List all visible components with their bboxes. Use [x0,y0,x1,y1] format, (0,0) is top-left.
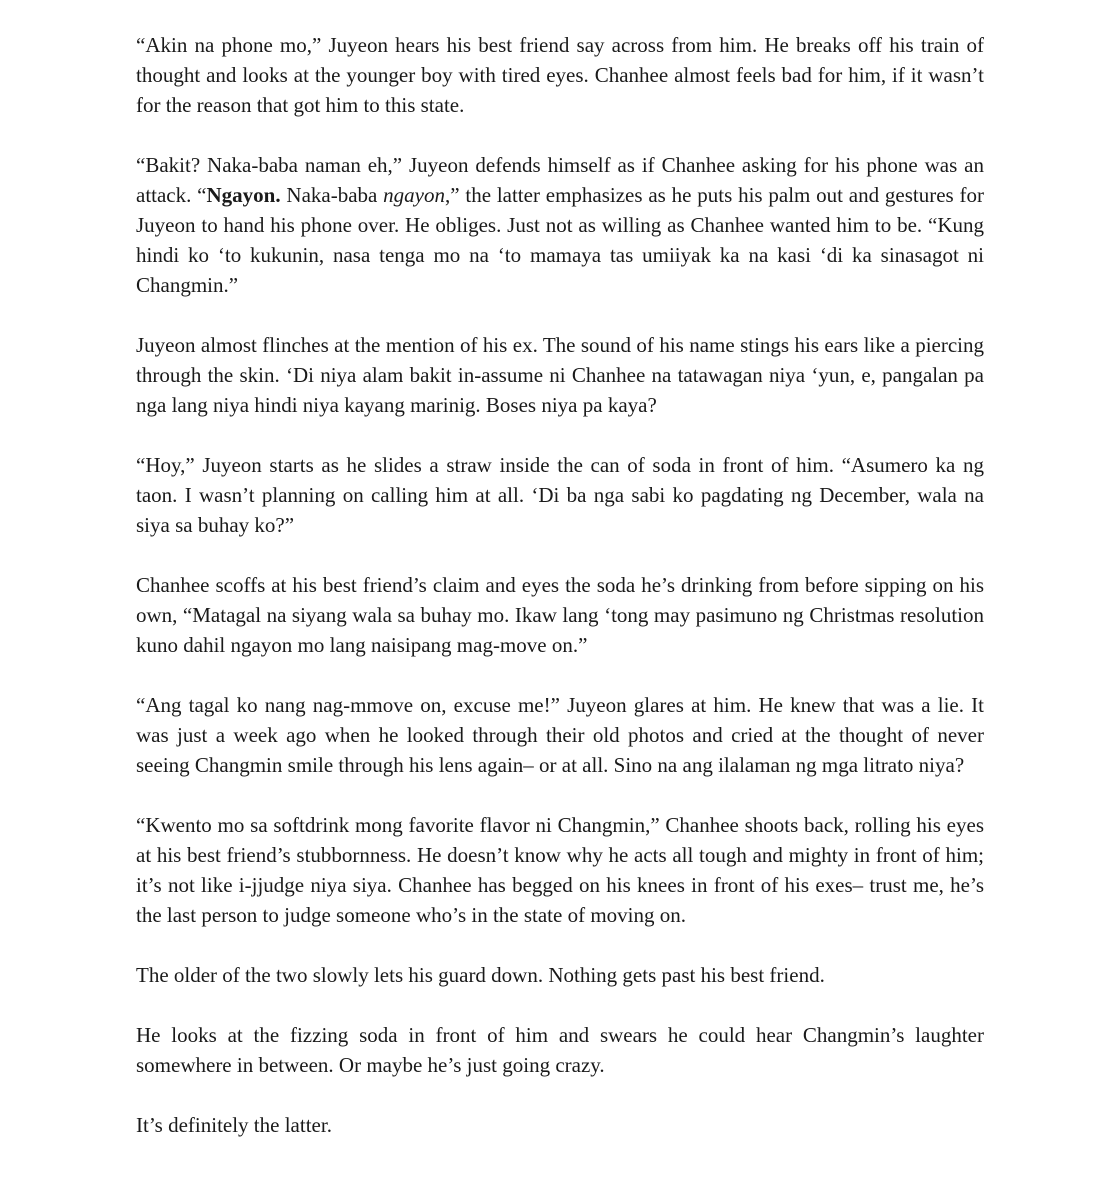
paragraph-1: “Akin na phone mo,” Juyeon hears his best friend say across from him. He breaks off his train of thought and looks at the younger boy with tired eyes. Chanhee almost feels bad for him, if it wasn’t for the reason that got him to this state. [136,33,984,117]
paragraph-3: Juyeon almost flinches at the mention of his ex. The sound of his name stings his ears like a piercing through the skin. ‘Di niya alam bakit in-assume ni Chanhee na tatawagan niya ‘yun, e, pangalan pa nga lang niya hindi niya kayang marinig. Boses niya pa kaya? [136,333,984,417]
paragraph-5: Chanhee scoffs at his best friend’s claim and eyes the soda he’s drinking from before sipping on his own, “Matagal na siyang wala sa buhay mo. Ikaw lang ‘tong may pasimuno ng Christmas resolution kuno dahil ngayon mo lang naisipang mag-move on.” [136,573,984,657]
paragraph-2 [136,150,984,300]
emphasis-bold: Ngayon. [206,183,281,207]
paragraph-2-text-c: ,” the latter emphasizes as he puts his palm out and gestures for Juyeon to hand his phone over. He obliges. Just not as willing as Chanhee wanted him to be. “Kung hindi ko ‘to kukunin, nasa tenga mo na ‘to mamaya tas umiiyak ka na kasi ‘di ka sinasagot ni Changmin.” [136,183,985,297]
paragraph-6: “Ang tagal ko nang nag-mmove on, excuse me!” Juyeon glares at him. He knew that was a lie. It was just a week ago when he looked through their old photos and cried at the thought of never seeing Changmin smile through his lens again– or at all. Sino na ang ilalaman ng mga litrato niya? [136,693,984,777]
paragraph-10: It’s definitely the latter. [136,1113,332,1137]
paragraph-8: The older of the two slowly lets his guard down. Nothing gets past his best friend. [136,963,825,987]
paragraph-2-text-b: Naka-baba [280,183,384,207]
story-page [136,30,984,1140]
paragraph-7: “Kwento mo sa softdrink mong favorite flavor ni Changmin,” Chanhee shoots back, rolling his eyes at his best friend’s stubbornness. He doesn’t know why he acts all tough and mighty in front of him; it’s not like i-jjudge niya siya. Chanhee has begged on his knees in front of his exes– trust me, he’s the last person to judge someone who’s in the state of moving on. [136,813,984,927]
emphasis-italic: ngayon [383,183,445,207]
paragraph-4: “Hoy,” Juyeon starts as he slides a straw inside the can of soda in front of him. “Asumero ka ng taon. I wasn’t planning on calling him at all. ‘Di ba nga sabi ko pagdating ng December, wala na siya sa buhay ko?” [136,453,984,537]
paragraph-2-text-a: “Bakit? Naka-baba naman eh,” Juyeon defends himself as if Chanhee asking for his phone was an attack. “ [136,153,984,207]
paragraph-9: He looks at the fizzing soda in front of him and swears he could hear Changmin’s laughter somewhere in between. Or maybe he’s just going crazy. [136,1023,984,1077]
